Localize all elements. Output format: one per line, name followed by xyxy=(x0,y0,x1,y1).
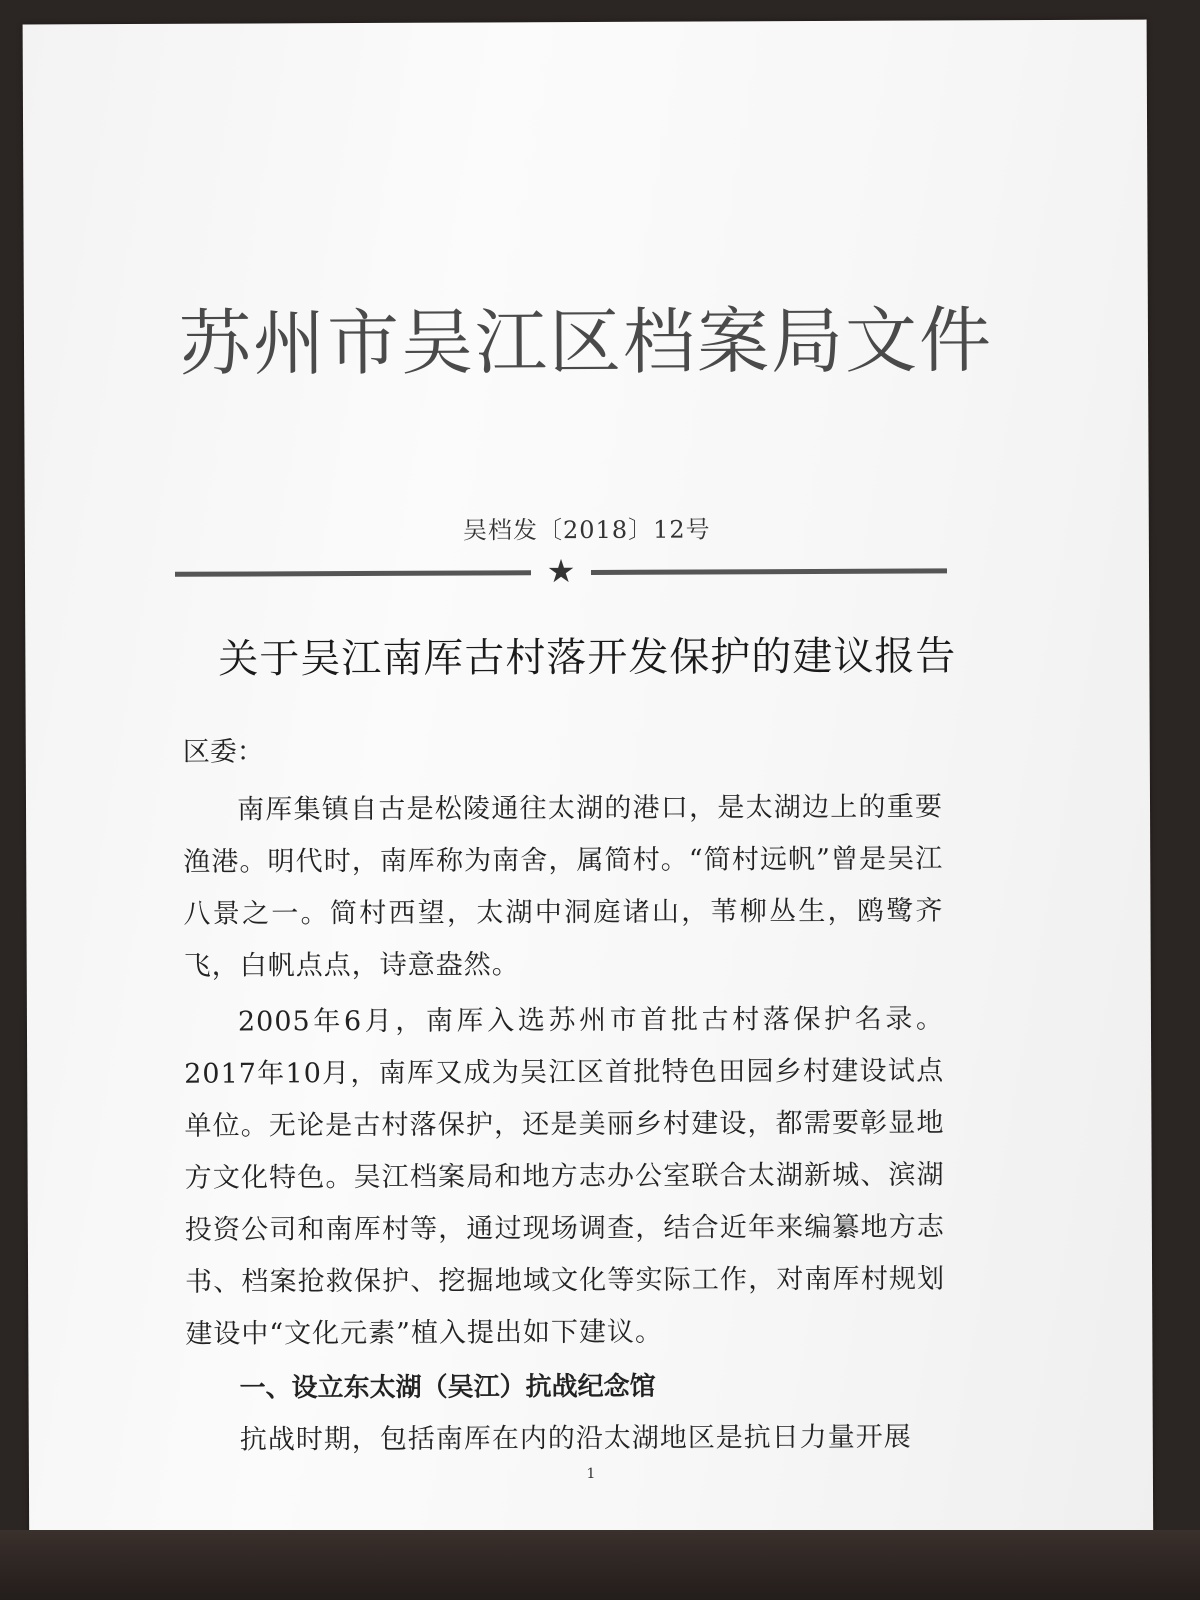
body-paragraph: 2005年6月，南厍入选苏州市首批古村落保护名录。2017年10月，南厍又成为吴江区首批特色田园乡村建设试点单位。无论是古村落保护，还是美丽乡村建设，都需要彰显地方文化特色。吴江档案局和地方志办公室联合太湖新城、滨湖投资公司和南厍村等，通过现场调查，结合近年来编纂地方志书、档案抢救保护、挖掘地域文化等实际工作，对南厍村规划建设中“文化元素”植入提出如下建议。 xyxy=(184,1003,946,1350)
page-number: 1 xyxy=(586,1465,596,1483)
document-number: 吴档发〔2018〕12号 xyxy=(462,515,711,545)
divider-line-left xyxy=(175,570,531,577)
document-body xyxy=(183,725,946,1466)
table-surface xyxy=(0,1530,1200,1600)
divider-line-right xyxy=(591,568,947,575)
section-paragraph: 抗战时期，包括南厍在内的沿太湖地区是抗日力量开展 xyxy=(239,1421,912,1456)
document-header: 苏州市吴江区档案局文件 xyxy=(178,298,994,386)
star-icon: ★ xyxy=(546,552,576,591)
body-paragraph: 南厍集镇自古是松陵通往太湖的港口，是太湖边上的重要渔港。明代时，南厍称为南舍，属简村。“简村远帆”曾是吴江八景之一。简村西望，太湖中洞庭诸山，苇柳丛生，鸥鹭齐飞，白帆点点，诗意盎然。 xyxy=(183,791,944,982)
document-page xyxy=(23,20,1154,1585)
salutation: 区委： xyxy=(182,736,264,768)
header-divider xyxy=(175,552,947,591)
section-heading: 一、设立东太湖（吴江）抗战纪念馆 xyxy=(239,1371,656,1404)
document-title: 关于吴江南厍古村落开发保护的建议报告 xyxy=(218,633,957,683)
